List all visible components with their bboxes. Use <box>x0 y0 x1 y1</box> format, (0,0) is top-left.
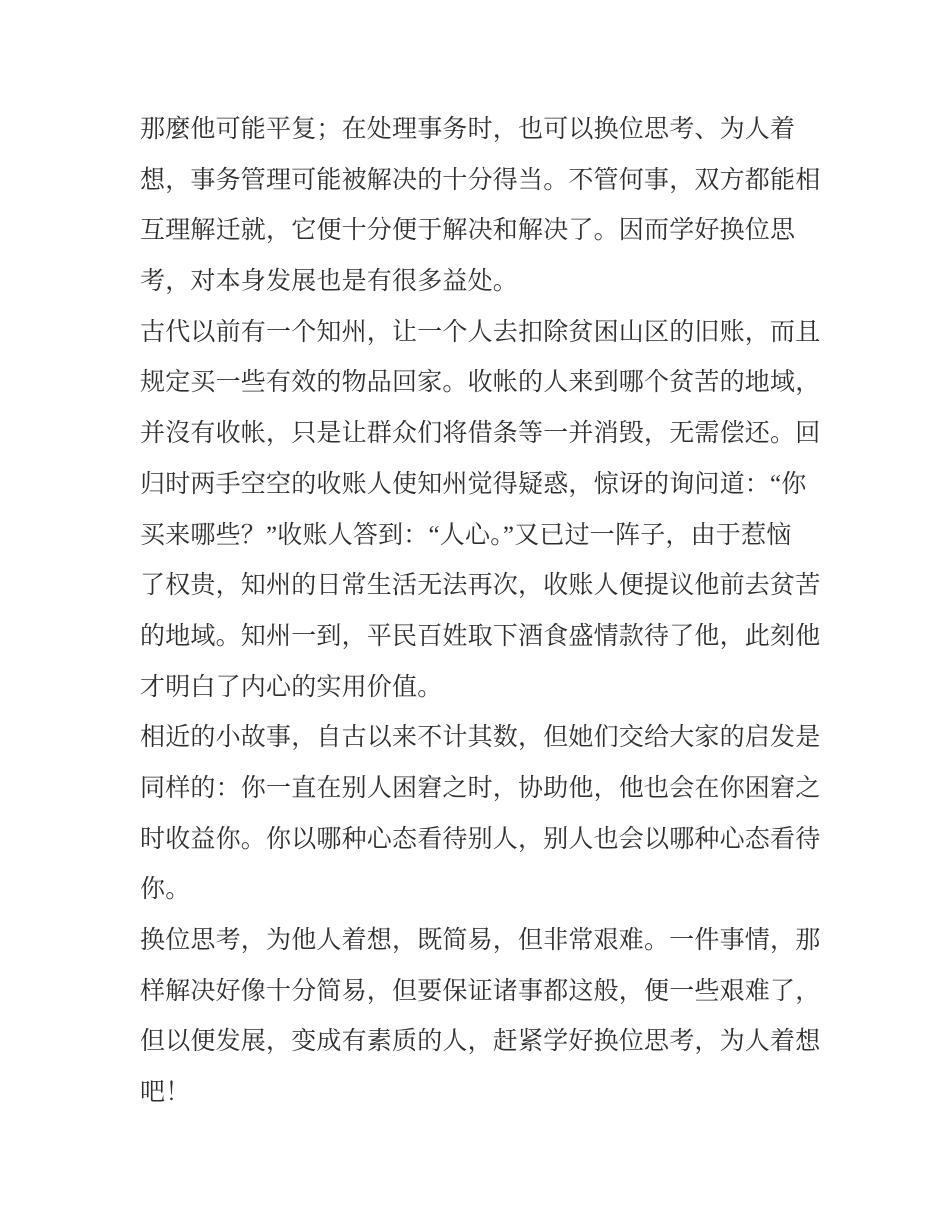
text-line: 了权贵，知州的日常生活无法再次，收账人便提议他前去贫苦 <box>140 572 821 600</box>
text-line: 样解决好像十分简易，但要保证诸事都这般，便一些艰难了， <box>140 977 821 1005</box>
text-line: 考，对本身发展也是有很多益处。 <box>140 268 519 296</box>
paragraph-1 <box>140 105 830 308</box>
text-line: 但以便发展，变成有素质的人，赶紧学好换位思考，为人着想 <box>140 1028 821 1056</box>
text-line: 才明白了内心的实用价值。 <box>140 673 443 701</box>
text-line: 规定买一些有效的物品回家。收帐的人来到哪个贫苦的地域， <box>140 369 821 397</box>
text-line: 相近的小故事，自古以来不计其数，但她们交给大家的启发是 <box>140 724 821 752</box>
document-body <box>140 105 830 1119</box>
text-line: 互理解迁就，它便十分便于解决和解决了。因而学好换位思 <box>140 217 796 245</box>
text-line: 古代以前有一个知州，让一个人去扣除贫困山区的旧账，而且 <box>140 318 821 346</box>
text-line: 那麼他可能平复；在处理事务时，也可以换位思考、为人着 <box>140 116 796 143</box>
text-line: 想，事务管理可能被解决的十分得当。不管何事，双方都能相 <box>140 166 821 194</box>
text-line: 买来哪些？”收账人答到：“人心。”又已过一阵子，由于惹恼 <box>140 521 792 549</box>
text-line: 并沒有收帐，只是让群众们将借条等一并消毁，无需偿还。回 <box>140 420 821 448</box>
paragraph-3 <box>140 713 830 916</box>
text-line: 你。 <box>140 876 191 904</box>
text-line: 的地域。知州一到，平民百姓取下酒食盛情款待了他，此刻他 <box>140 622 821 650</box>
text-line: 时收益你。你以哪种心态看待别人，别人也会以哪种心态看待 <box>140 825 821 853</box>
text-line: 归时两手空空的收账人使知州觉得疑惑，惊讶的询问道：“你 <box>140 470 807 498</box>
paragraph-4 <box>140 916 830 1119</box>
text-line: 换位思考，为他人着想，既简易，但非常艰难。一件事情，那 <box>140 927 821 954</box>
text-line: 吧！ <box>140 1079 191 1107</box>
paragraph-2 <box>140 308 830 714</box>
text-line: 同样的：你一直在别人困窘之时，协助他，他也会在你困窘之 <box>140 774 821 802</box>
